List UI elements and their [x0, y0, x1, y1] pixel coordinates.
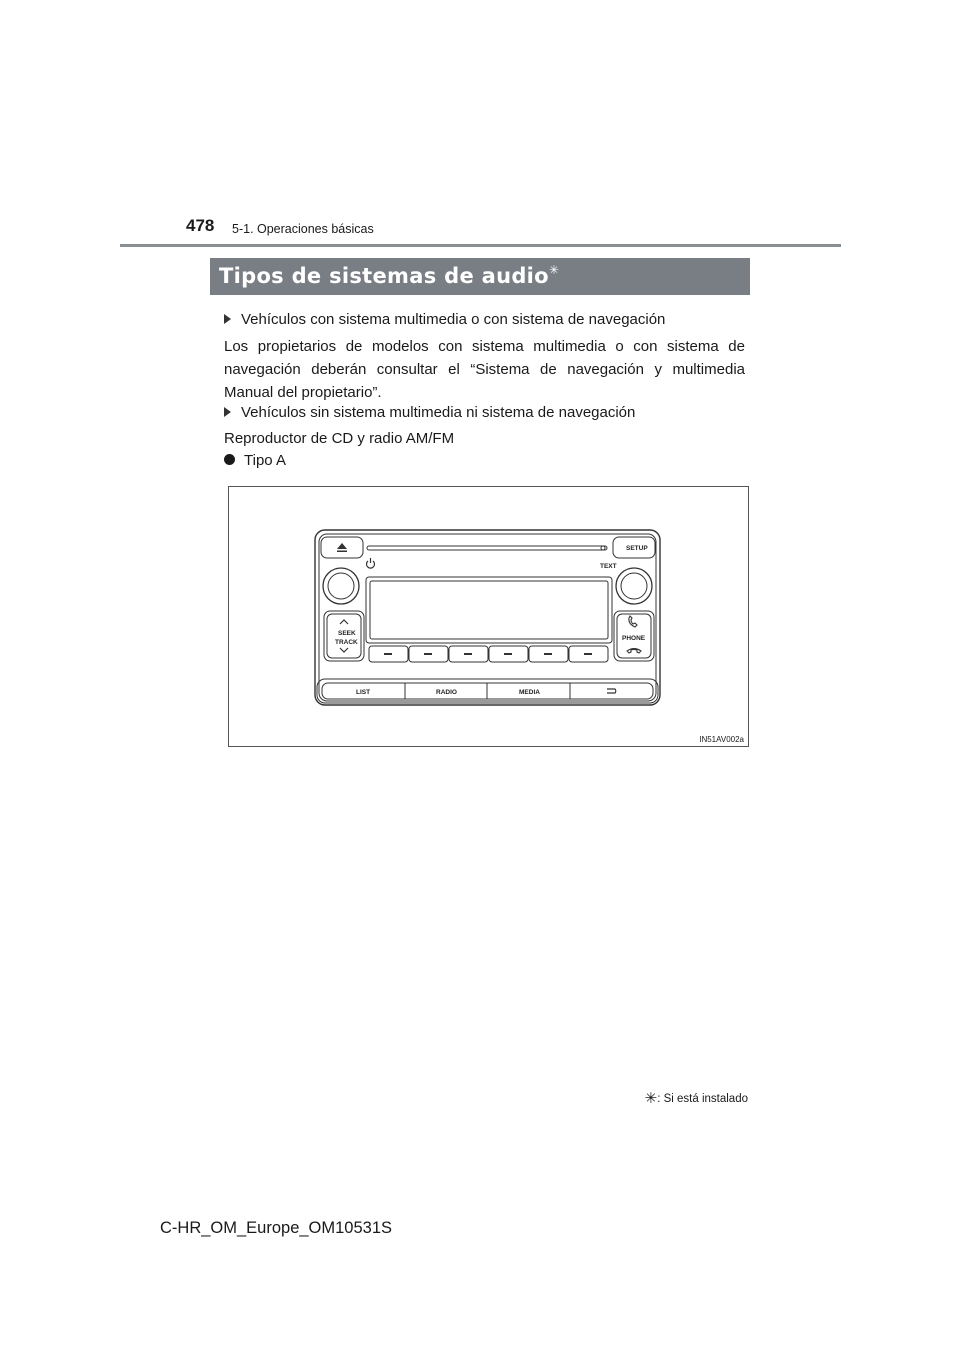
- setup-label: SETUP: [626, 545, 648, 552]
- paragraph-owners: Los propietarios de modelos con sistema multimedia o con sistema de navegación deberán consultar el “Sistema de navegación y multimedia Manual del propietario”.: [224, 338, 745, 401]
- section-title: [210, 258, 750, 295]
- track-label: TRACK: [335, 639, 358, 646]
- triangle-bullet-icon: [224, 407, 231, 417]
- paragraph-cd-radio: Reproductor de CD y radio AM/FM: [224, 430, 455, 447]
- circle-bullet-icon: [224, 454, 235, 465]
- header-rule: [120, 244, 841, 247]
- type-a-label: Tipo A: [244, 452, 286, 469]
- media-label: MEDIA: [519, 689, 540, 696]
- phone-pickup-icon: [629, 616, 637, 627]
- triangle-bullet-icon: [224, 314, 231, 324]
- type-a-item: [224, 452, 286, 469]
- bullet-heading-text: Vehículos con sistema multimedia o con sistema de navegación: [241, 311, 666, 328]
- seek-label: SEEK: [338, 630, 356, 637]
- audio-unit-illustration: [229, 487, 750, 748]
- page-number: 478: [186, 216, 215, 235]
- phone-hangup-icon: [627, 649, 641, 654]
- asterisk-icon: ✳: [644, 1090, 658, 1107]
- footnote-text: : Si está instalado: [657, 1093, 748, 1105]
- list-label: LIST: [356, 689, 371, 696]
- phone-label: PHONE: [622, 635, 646, 642]
- asterisk-icon: ✳: [548, 263, 560, 277]
- footnote: [645, 1088, 748, 1106]
- section-title-text: Tipos de sistemas de audio: [219, 264, 549, 288]
- figure-code: IN51AV002a: [699, 735, 744, 744]
- bullet-heading-no-multimedia: [224, 404, 635, 421]
- document-id: C-HR_OM_Europe_OM10531S: [160, 1219, 393, 1237]
- text-label: TEXT: [600, 563, 617, 570]
- audio-unit-figure: [228, 486, 749, 747]
- bullet-heading-text: Vehículos sin sistema multimedia ni sistema de navegación: [241, 404, 636, 421]
- radio-label: RADIO: [436, 689, 457, 696]
- section-label: 5-1. Operaciones básicas: [232, 222, 374, 236]
- bullet-heading-multimedia: [224, 311, 665, 328]
